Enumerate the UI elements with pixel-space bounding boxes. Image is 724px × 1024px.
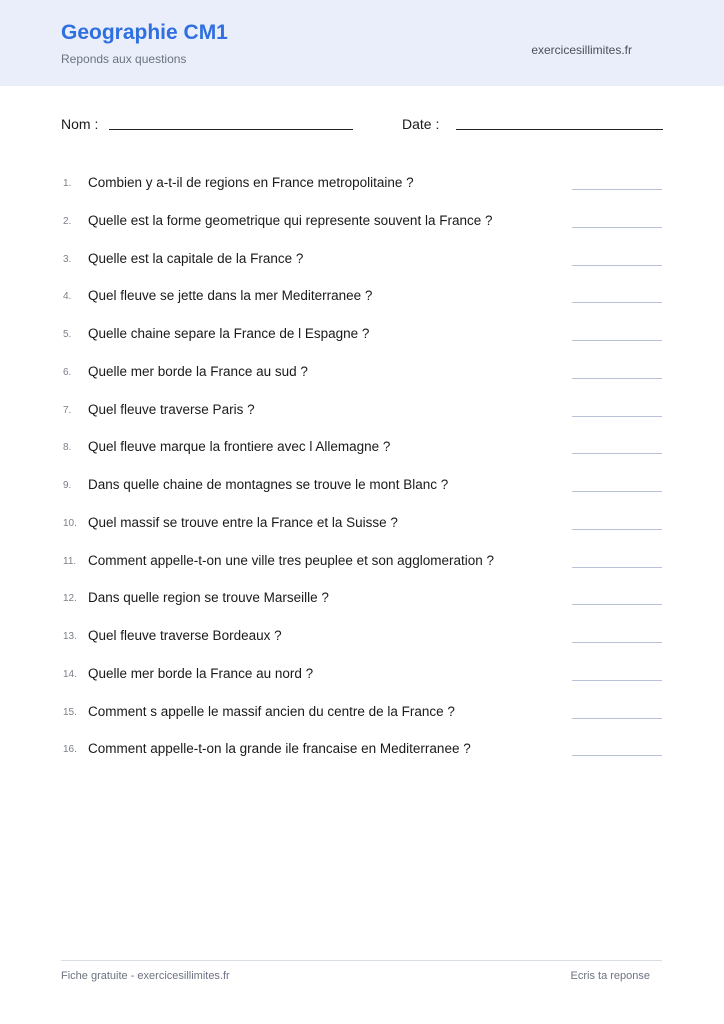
answer-line[interactable] (572, 604, 662, 605)
question-text: Comment s appelle le massif ancien du centre de la France ? (88, 703, 455, 719)
date-label: Date : (402, 116, 440, 132)
question-item (0, 165, 724, 203)
question-item (0, 731, 724, 769)
question-item (0, 656, 724, 694)
question-text: Quel fleuve traverse Paris ? (88, 401, 255, 417)
question-number: 16. (63, 744, 77, 756)
question-number: 15. (63, 706, 77, 718)
question-number: 7. (63, 404, 72, 416)
question-text: Dans quelle chaine de montagnes se trouve le mont Blanc ? (88, 477, 449, 492)
answer-line[interactable] (572, 491, 662, 492)
question-text: Quelle est la capitale de la France ? (88, 250, 304, 266)
question-item (0, 241, 724, 279)
date-field[interactable] (456, 129, 663, 130)
question-text: Quel massif se trouve entre la France et la Suisse ? (88, 514, 398, 530)
site-name: exercicesillimites.fr (531, 43, 632, 57)
page-subtitle: Reponds aux questions (61, 52, 187, 66)
name-field[interactable] (109, 129, 353, 130)
question-text: Quelle mer borde la France au nord ? (88, 665, 314, 681)
question-item (0, 543, 724, 581)
question-item (0, 278, 724, 316)
answer-line[interactable] (572, 189, 662, 190)
question-number: 9. (63, 480, 72, 491)
page-title: Geographie CM1 (61, 21, 228, 44)
question-text: Quel fleuve traverse Bordeaux ? (88, 628, 282, 643)
question-number: 5. (63, 329, 72, 340)
question-text: Quelle chaine separe la France de l Espagne ? (88, 326, 370, 341)
question-number: 10. (63, 517, 77, 529)
question-number: 1. (63, 178, 72, 189)
footer-divider (61, 960, 662, 961)
question-text: Quel fleuve se jette dans la mer Mediterranee ? (88, 288, 373, 304)
question-item (0, 392, 724, 430)
question-number: 2. (63, 215, 72, 227)
answer-line[interactable] (572, 227, 662, 228)
answer-line[interactable] (572, 755, 662, 756)
question-number: 4. (63, 291, 72, 303)
question-item (0, 316, 724, 354)
answer-line[interactable] (572, 378, 662, 379)
answer-line[interactable] (572, 302, 662, 303)
answer-line[interactable] (572, 567, 662, 568)
question-text: Combien y a-t-il de regions en France metropolitaine ? (88, 175, 414, 190)
question-item (0, 354, 724, 392)
answer-line[interactable] (572, 340, 662, 341)
question-item (0, 429, 724, 467)
question-text: Quel fleuve marque la frontiere avec l Allemagne ? (88, 439, 391, 455)
question-number: 13. (63, 631, 77, 642)
answer-line[interactable] (572, 453, 662, 454)
question-number: 11. (63, 555, 77, 567)
question-number: 12. (63, 593, 77, 605)
footer-instruction: Ecris ta reponse (570, 970, 650, 982)
question-text: Quelle mer borde la France au sud ? (88, 363, 308, 379)
question-item (0, 580, 724, 618)
page-header (0, 0, 724, 86)
question-item (0, 203, 724, 241)
question-item (0, 618, 724, 656)
answer-line[interactable] (572, 529, 662, 530)
question-number: 3. (63, 253, 72, 265)
answer-line[interactable] (572, 265, 662, 266)
answer-line[interactable] (572, 680, 662, 681)
question-text: Comment appelle-t-on la grande ile francaise en Mediterranee ? (88, 741, 471, 757)
question-item (0, 505, 724, 543)
footer-credit: Fiche gratuite - exercicesillimites.fr (61, 970, 230, 982)
question-list (0, 165, 724, 769)
question-number: 6. (63, 366, 72, 378)
question-number: 14. (63, 668, 77, 680)
name-label: Nom : (61, 116, 99, 132)
question-text: Quelle est la forme geometrique qui represente souvent la France ? (88, 212, 493, 228)
answer-line[interactable] (572, 718, 662, 719)
answer-line[interactable] (572, 416, 662, 417)
answer-line[interactable] (572, 642, 662, 643)
question-item (0, 467, 724, 505)
question-text: Comment appelle-t-on une ville tres peuplee et son agglomeration ? (88, 552, 494, 568)
question-number: 8. (63, 442, 72, 454)
question-item (0, 694, 724, 732)
question-text: Dans quelle region se trouve Marseille ? (88, 590, 329, 606)
